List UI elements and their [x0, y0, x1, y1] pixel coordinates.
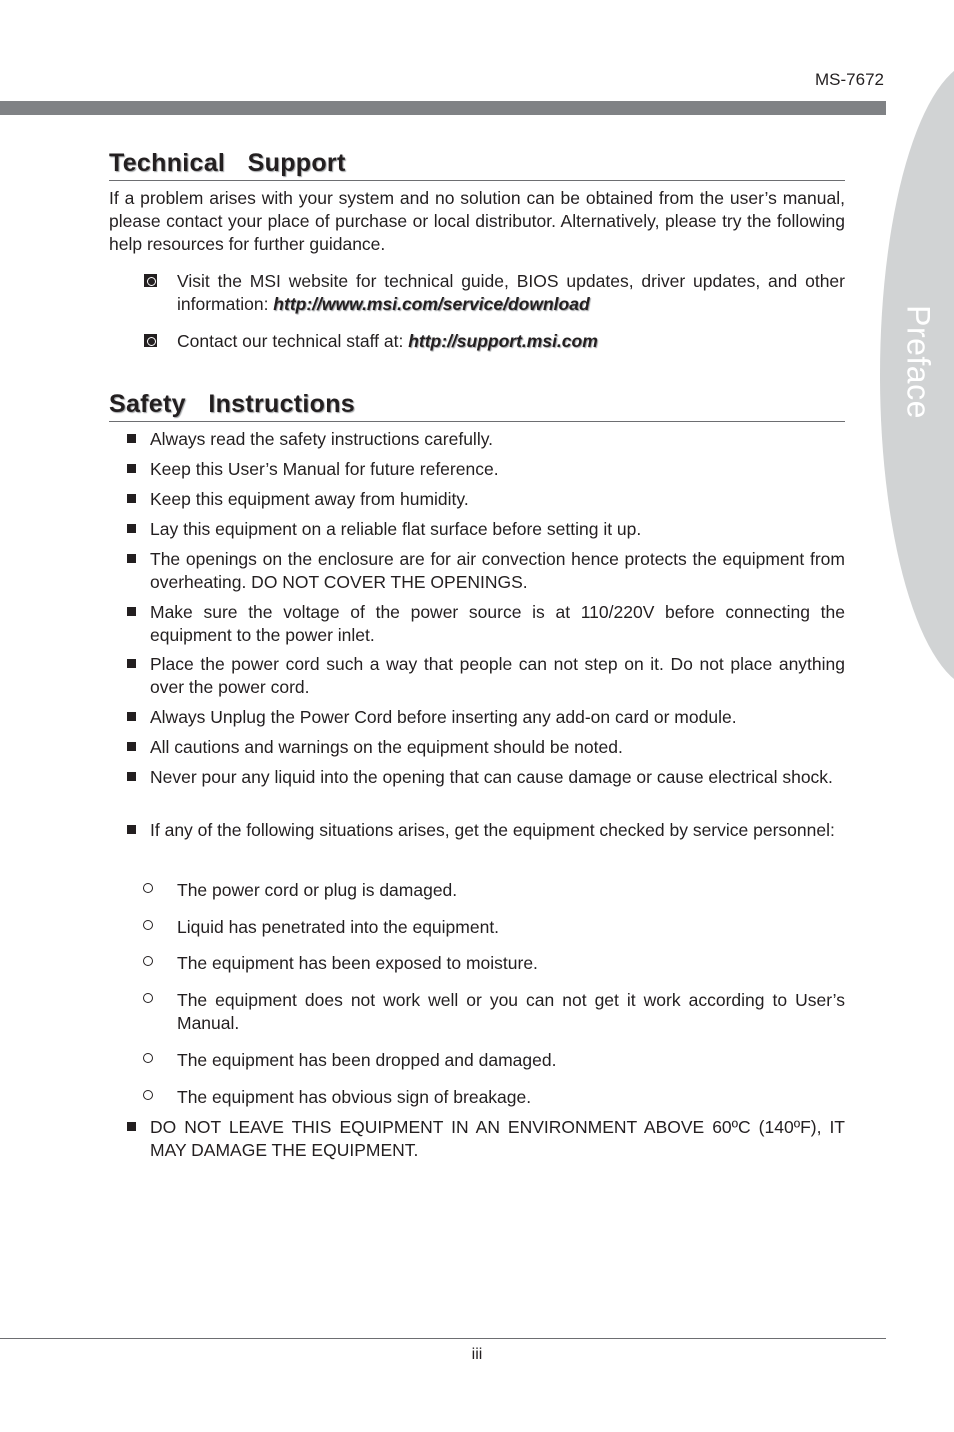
model-number: MS-7672: [815, 70, 884, 89]
box-bullet-icon: [144, 274, 157, 287]
safety-item: Make sure the voltage of the power source is at 110/220V before connecting the equipment to the power inlet.: [150, 602, 845, 645]
safety-instructions-heading: Safety Instructions: [109, 390, 845, 422]
safety-item: If any of the following situations arises, get the equipment checked by service personnel:: [150, 820, 835, 840]
service-condition-item: The equipment has been exposed to moisture.: [177, 953, 538, 973]
website-download-link[interactable]: http://www.msi.com/service/download: [273, 294, 590, 314]
square-bullet-icon: [127, 772, 136, 781]
safety-item: Never pour any liquid into the opening that can cause damage or cause electrical shock.: [150, 767, 833, 787]
square-bullet-icon: [127, 494, 136, 503]
square-bullet-icon: [127, 742, 136, 751]
square-bullet-icon: [127, 825, 136, 834]
footer-line: [0, 1338, 886, 1339]
technical-support-heading: Technical Support: [109, 149, 845, 181]
box-bullet-icon: [144, 334, 157, 347]
square-bullet-icon: [127, 607, 136, 616]
circle-bullet-icon: [143, 920, 153, 930]
service-condition-item: The power cord or plug is damaged.: [177, 880, 458, 900]
safety-item: Keep this User’s Manual for future reference.: [150, 459, 499, 479]
service-condition-item: The equipment has been dropped and damaged.: [177, 1050, 557, 1070]
service-condition-item: Liquid has penetrated into the equipment.: [177, 917, 500, 937]
circle-bullet-icon: [143, 956, 153, 966]
safety-item: All cautions and warnings on the equipment should be noted.: [150, 737, 623, 757]
circle-bullet-icon: [143, 1053, 153, 1063]
square-bullet-icon: [127, 434, 136, 443]
page-number: iii: [471, 1346, 483, 1363]
support-item-contact-text: Contact our technical staff at:: [177, 331, 409, 351]
square-bullet-icon: [127, 712, 136, 721]
safety-item: The openings on the enclosure are for air convection hence protects the equipment from overheating. DO NOT COVER THE OPENINGS.: [150, 549, 845, 592]
support-site-link[interactable]: http://support.msi.com: [408, 331, 598, 351]
square-bullet-icon: [127, 1122, 136, 1131]
circle-bullet-icon: [143, 1090, 153, 1100]
safety-item: Lay this equipment on a reliable flat surface before setting it up.: [150, 519, 642, 539]
safety-item: Place the power cord such a way that people can not step on it. Do not place anything over the power cord.: [150, 654, 845, 697]
service-condition-item: The equipment has obvious sign of breakage.: [177, 1087, 532, 1107]
circle-bullet-icon: [143, 883, 153, 893]
side-tab-label: Preface: [900, 305, 937, 419]
circle-bullet-icon: [143, 993, 153, 1003]
technical-support-intro: If a problem arises with your system and no solution can be obtained from the user’s manual, please contact your place of purchase or local distributor. Alternatively, please try the following help resources for further guidance.: [109, 188, 845, 254]
temperature-warning: DO NOT LEAVE THIS EQUIPMENT IN AN ENVIRONMENT ABOVE 60ºC (140ºF), IT MAY DAMAGE THE EQUIPMENT.: [150, 1117, 845, 1160]
header-bar: [0, 101, 886, 115]
safety-item: Keep this equipment away from humidity.: [150, 489, 469, 509]
square-bullet-icon: [127, 659, 136, 668]
support-item-website-text: Visit the MSI website for technical guide, BIOS updates, driver updates, and other information:: [177, 271, 845, 314]
square-bullet-icon: [127, 524, 136, 533]
service-condition-item: The equipment does not work well or you can not get it work according to User’s Manual.: [177, 990, 845, 1033]
safety-item: Always Unplug the Power Cord before inserting any add-on card or module.: [150, 707, 737, 727]
support-item-website: [177, 270, 845, 316]
square-bullet-icon: [127, 464, 136, 473]
safety-item: Always read the safety instructions carefully.: [150, 429, 494, 449]
support-item-contact: [177, 330, 845, 353]
square-bullet-icon: [127, 554, 136, 563]
